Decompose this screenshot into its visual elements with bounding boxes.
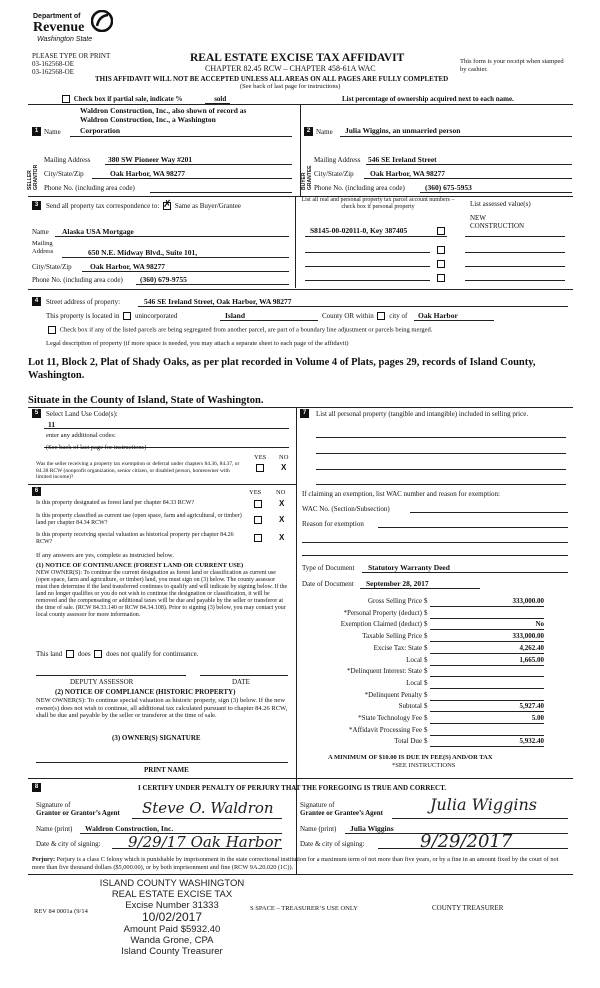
buyer-phone-label: Phone No. (including area code) — [314, 184, 405, 192]
state-label: Washington State — [37, 36, 93, 43]
stamp-line-7: Island County Treasurer — [121, 946, 223, 957]
tax-row-currency: $ — [424, 608, 428, 617]
wac-label: WAC No. (Section/Subsection) — [302, 505, 390, 513]
minimum-note: A MINIMUM OF $10.00 IS DUE IN FEE(S) AND/OR TAX — [328, 754, 493, 761]
exemption-question: Was the seller receiving a property tax exemption or deferral under chapters 84.36, 84.37, or 84.38 RCW (nonprofit organization, senior citizen, or disabled person, homeowner with limited income)? — [36, 461, 240, 480]
county-treasurer-label: COUNTY TREASURER — [432, 904, 504, 912]
tax-row-label: Exemption Claimed (deduct) — [340, 620, 422, 629]
s6-yes-header: YES — [249, 489, 262, 496]
tax-row-label: *Personal Property (deduct) — [343, 608, 422, 617]
tax-row-label: Gross Selling Price — [367, 597, 422, 605]
seller-city-label: City/State/Zip — [44, 170, 84, 178]
mortgage-city-label: City/State/Zip — [32, 263, 72, 271]
section-6-badge: 6 — [32, 487, 41, 496]
stamp-line-2: REAL ESTATE EXCISE TAX — [111, 889, 233, 900]
buyer-name-label: Name — [316, 128, 333, 136]
grantee-signature: Julia Wiggins — [430, 795, 537, 814]
grantor-date-city: 9/29/17 Oak Harbor — [128, 833, 281, 851]
current-use-answer: X — [279, 515, 285, 524]
land-use-label: Select Land Use Code(s): — [46, 410, 118, 418]
tax-row — [312, 656, 544, 666]
notice1-body: NEW OWNER(S): To continue the current designation as forest land or classification as current use (open space, farm and agriculture, or timber) land, you must sign on (3) below. The county assessor must then determine if the land transferred continues to qualify and will indicate by signing below. If the land no longer qualifies or you do not wish to continue the designation or classification, it will be removed and the compensating or additional taxes will be due and payable by the seller or transferor at the time of sale. (RCW 84.33.140 or RCW 84.34.108). Prior to signing (3) below, you may contact your local county assessor for more information. — [36, 570, 288, 618]
tax-row-currency: $ — [424, 667, 428, 676]
historic-answer: X — [279, 533, 285, 542]
grantee-sig-label-1: Signature of — [300, 801, 335, 809]
deputy-assessor-label: DEPUTY ASSESSOR — [70, 678, 134, 686]
notice1-title: (1) NOTICE OF CONTINUANCE (FOREST LAND OR CURRENT USE) — [36, 562, 244, 569]
tax-row-currency: $ — [424, 655, 428, 664]
seller-address[interactable]: 380 SW Pioneer Way #201 — [108, 155, 193, 164]
s6-no-header: NO — [276, 489, 286, 496]
tax-row-currency: $ — [424, 737, 428, 746]
historic-question: Is this property receiving special valuation as historical property per chapter 84.26 RCW? — [36, 532, 234, 545]
mortgage-name[interactable]: Alaska USA Mortgage — [62, 227, 134, 236]
form-code-2: 03-162568-OE — [32, 68, 74, 76]
tax-row-label: Subtotal — [398, 702, 422, 711]
seller-name-line3: Corporation — [80, 126, 120, 135]
grantee-date-label: Date & city of signing: — [300, 840, 365, 848]
tax-row-label: Local — [406, 655, 422, 664]
tax-row — [312, 620, 544, 630]
tax-row-currency: $ — [424, 597, 428, 605]
certify-statement: I CERTIFY UNDER PENALTY OF PERJURY THAT THE FOREGOING IS TRUE AND CORRECT. — [138, 784, 447, 792]
tax-row — [312, 632, 544, 642]
assessed-value[interactable]: NEW CONSTRUCTION — [470, 214, 525, 230]
tax-row — [312, 597, 544, 607]
legal-line-2: Washington. — [28, 370, 85, 381]
tax-row-label: *Delinquent Interest: State — [346, 667, 422, 676]
seller-phone-label: Phone No. (including area code) — [44, 184, 135, 192]
seller-name-line1: Waldron Construction, Inc., also shown of record as — [80, 106, 247, 115]
mortgage-name-label: Name — [32, 228, 49, 236]
doc-type[interactable]: Statutory Warranty Deed — [368, 563, 450, 572]
partial-sale-checkbox[interactable] — [62, 95, 70, 103]
section-2-badge: 2 — [304, 127, 313, 136]
tax-row-label: *Affidavit Processing Fee — [349, 725, 422, 734]
buyer-name[interactable]: Julia Wiggins, an unmarried person — [345, 126, 461, 135]
form-subtitle: CHAPTER 82.45 RCW – CHAPTER 458-61A WAC — [205, 64, 376, 73]
parcel-personal-checkbox-3[interactable] — [437, 260, 445, 268]
property-city[interactable]: Oak Harbor — [418, 311, 458, 320]
tax-row — [312, 726, 544, 736]
unincorporated-checkbox[interactable] — [123, 312, 131, 320]
legal-label: Legal description of property (if more space is needed, you may attach a separate sheet to each page of the affidavit) — [46, 340, 349, 347]
print-note: PLEASE TYPE OR PRINT — [32, 52, 111, 60]
dept-label: Department of — [33, 13, 81, 20]
parcel-personal-checkbox-2[interactable] — [437, 246, 445, 254]
tax-row-currency: $ — [424, 714, 428, 722]
forest-question: Is this property designated as forest land per chapter 84.33 RCW? — [36, 500, 195, 506]
tax-row-currency: $ — [424, 678, 428, 687]
section-5-badge: 5 — [32, 409, 41, 418]
historic-yes-checkbox[interactable] — [254, 534, 262, 542]
additional-codes-label: enter any additional codes: — [46, 432, 116, 439]
tax-row-currency: $ — [424, 702, 428, 711]
continuance-row: This land does does not qualify for continuance. — [36, 650, 199, 658]
tax-row-value[interactable]: 5,932.40 — [519, 737, 544, 746]
tax-row-label: *State Technology Fee — [358, 714, 422, 722]
seller-name-line2: Waldron Construction, Inc., a Washington — [80, 115, 216, 124]
mailing-address-label: Mailing Address — [32, 240, 54, 255]
grantee-name-label: Name (print) — [300, 825, 337, 833]
assessor-date-label: DATE — [232, 678, 250, 686]
forest-answer: X — [279, 499, 285, 508]
grantee-printed-name[interactable]: Julia Wiggins — [350, 824, 394, 833]
county-or-within: County OR within city of — [322, 312, 408, 320]
tax-row-value[interactable]: 5.00 — [531, 714, 544, 722]
segregated-checkbox[interactable] — [48, 326, 56, 334]
stamp-line-6: Wanda Grone, CPA — [130, 935, 214, 946]
within-city-checkbox[interactable] — [377, 312, 385, 320]
tax-row-label: Excise Tax: State — [373, 643, 422, 652]
parcel-personal-checkbox-1[interactable] — [437, 227, 445, 235]
tax-row-label: Local — [406, 678, 422, 687]
stamp-line-3: Excise Number 31333 — [125, 900, 219, 911]
section-7-badge: 7 — [300, 409, 309, 418]
tax-row — [312, 667, 544, 677]
buyer-city[interactable]: Oak Harbor, WA 98277 — [370, 169, 446, 178]
exemption-label: If claiming an exemption, list WAC number and reason for exemption: — [302, 490, 500, 498]
see-back: (See back of last page for instructions) — [240, 83, 341, 90]
tax-row — [312, 714, 544, 724]
buyer-address-label: Mailing Address — [314, 156, 361, 164]
legal-line-1: Lot 11, Block 2, Plat of Shady Oaks, as per plat recorded in Volume 4 of Plats, pages 29, records of Island County, — [28, 357, 536, 368]
buyer-city-label: City/State/Zip — [314, 170, 354, 178]
grantor-signature: Steve O. Waldron — [142, 799, 274, 817]
parcel-number[interactable]: S8145-00-02011-0, Key 387405 — [310, 226, 408, 235]
tax-row-currency: $ — [424, 632, 428, 641]
tax-row-label: *Delinquent Penalty — [364, 690, 422, 699]
land-does-checkbox[interactable] — [66, 650, 74, 658]
if-yes-note: If any answers are yes, complete as instructed below. — [36, 552, 174, 559]
tax-row — [312, 679, 544, 689]
owner-signature-label: (3) OWNER(S) SIGNATURE — [112, 734, 201, 742]
see-instructions: *SEE INSTRUCTIONS — [392, 762, 456, 769]
treasurer-stamp — [82, 878, 262, 957]
seller-side-label: SELLER GRANTOR — [27, 164, 39, 190]
grantor-sig-label-2: Grantor or Grantor’s Agent — [36, 809, 120, 817]
assessed-header: List assessed value(s) — [470, 200, 531, 208]
property-county[interactable]: Island — [225, 311, 246, 320]
parcel-header: List all real and personal property tax parcel account numbers – check box if personal property — [301, 197, 455, 210]
stamp-line-5: Amount Paid $5932.40 — [123, 924, 221, 935]
mortgage-phone[interactable]: (360) 679-9755 — [140, 275, 187, 284]
doc-date-label: Date of Document — [302, 580, 354, 588]
tax-row-currency: $ — [424, 690, 428, 699]
grantee-date-city: 9/29/2017 — [420, 831, 513, 852]
partial-sale: Check box if partial sale, indicate % sold — [60, 95, 226, 103]
property-street[interactable]: 546 SE Ireland Street, Oak Harbor, WA 98277 — [144, 297, 292, 306]
revenue-logo — [33, 12, 123, 52]
buyer-address[interactable]: 546 SE Ireland Street — [368, 155, 437, 164]
grantor-printed-name[interactable]: Waldron Construction, Inc. — [85, 824, 174, 833]
rev-code: REV 84 0001a (9/14 — [34, 908, 88, 915]
land-does-not-checkbox[interactable] — [94, 650, 102, 658]
section-1-badge: 1 — [32, 127, 41, 136]
buyer-phone[interactable]: (360) 675-5953 — [425, 183, 472, 192]
tax-row — [312, 702, 544, 712]
stamp-line-1: ISLAND COUNTY WASHINGTON — [99, 878, 245, 889]
seller-name-label: Name — [44, 128, 61, 136]
s5-answer: X — [281, 463, 287, 472]
land-use-see-back: (See back of last page for instructions) — [46, 444, 147, 451]
seller-address-label: Mailing Address — [44, 156, 91, 164]
tax-row — [312, 609, 544, 619]
section-4-badge: 4 — [32, 297, 41, 306]
segregated-row: Check box if any of the listed parcels are being segregated from another parcel, are part of a boundary line adjustment or parcels being merged. — [46, 326, 432, 334]
grantor-sig-label-1: Signature of — [36, 801, 71, 809]
tax-row — [312, 644, 544, 654]
treasurer-space-note: S SPACE – TREASURER’S USE ONLY — [250, 905, 358, 912]
tax-row-value[interactable]: 333,000.00 — [512, 632, 544, 641]
s5-yes-checkbox[interactable] — [256, 464, 264, 472]
current-use-question: Is this property classified as current use (open space, farm and agricultural, or timber) land per chapter 84.34 RCW? — [36, 513, 242, 526]
tax-row-value[interactable]: 333,000.00 — [512, 597, 544, 605]
tax-row — [312, 691, 544, 701]
forest-yes-checkbox[interactable] — [254, 500, 262, 508]
current-use-yes-checkbox[interactable] — [254, 516, 262, 524]
stamp-line-4: 10/02/2017 — [141, 910, 203, 924]
buyer-side-label: BUYER GRANTEE — [301, 165, 313, 190]
mortgage-address[interactable]: 650 N.E. Midway Blvd., Suite 101, — [88, 248, 198, 257]
receipt-note: This form is your receipt when stamped by cashier. — [460, 58, 564, 73]
land-use-code[interactable]: 11 — [48, 420, 56, 429]
doc-type-label: Type of Document — [302, 564, 355, 572]
tax-row-currency: $ — [424, 643, 428, 652]
notice2-body: NEW OWNER(S): To continue special valuation as historic property, sign (3) below. If the new owner(s) does not wish to continue, all additional tax calculated pursuant to chapter 84.26 RCW, shall be due and payable by the seller or transferor at the time of sale. — [36, 697, 288, 719]
seller-city[interactable]: Oak Harbor, WA 98277 — [110, 169, 186, 178]
tax-row-label: Taxable Selling Price — [362, 632, 422, 641]
tax-row-value[interactable]: No — [535, 620, 544, 629]
tax-row-value[interactable]: 4,262.40 — [519, 643, 544, 652]
logo-swoosh-icon — [91, 10, 113, 32]
mortgage-phone-label: Phone No. (including area code) — [32, 276, 123, 284]
perjury-text: Perjury: Perjury is a class C felony which is punishable by imprisonment in the state correctional institution for a maximum term of not more than five years, or by a fine in an amount fixed by the court of not more than five thousand dollars ($5,000.00), or by both imprisonment and fine (RCW 9A.20.020 (1C)). — [32, 856, 559, 871]
tax-row-label: Total Due — [394, 737, 422, 746]
located-row: This property is located in unincorporated — [46, 312, 178, 320]
s5-no-header: NO — [279, 454, 289, 461]
reason-label: Reason for exemption — [302, 520, 364, 528]
personal-property-label: List all personal property (tangible and intangible) included in selling price. — [316, 410, 529, 418]
section-3-badge: 3 — [32, 201, 41, 210]
form-title: REAL ESTATE EXCISE TAX AFFIDAVIT — [190, 52, 405, 64]
same-as-buyer-checkbox[interactable]: ✗ — [163, 199, 172, 211]
tax-row-currency: $ — [424, 725, 428, 734]
grantor-name-label: Name (print) — [36, 825, 73, 833]
section-8-badge: 8 — [32, 783, 41, 792]
tax-row — [312, 737, 544, 747]
mortgage-city[interactable]: Oak Harbor, WA 98277 — [90, 262, 166, 271]
situate: Situate in the County of Island, State of Washington. — [28, 395, 264, 406]
s5-yes-header: YES — [254, 454, 267, 461]
revenue-wordmark: Revenue — [33, 20, 85, 35]
ownership-note: List percentage of ownership acquired next to each name. — [342, 95, 514, 103]
street-label: Street address of property: — [46, 298, 121, 306]
send-correspondence-label: Send all property tax correspondence to: ✗ Same as Buyer/Grantee — [46, 199, 241, 211]
grantee-sig-label-2: Grantee or Grantee’s Agent — [300, 809, 384, 817]
parcel-personal-checkbox-4[interactable] — [437, 274, 445, 282]
doc-date[interactable]: September 28, 2017 — [366, 579, 429, 588]
print-name-label: PRINT NAME — [144, 766, 189, 774]
form-code-1: 03-162568-OE — [32, 60, 74, 68]
tax-row-currency: $ — [424, 620, 428, 629]
grantor-date-label: Date & city of signing: — [36, 840, 101, 848]
tax-row-value[interactable]: 5,927.40 — [519, 702, 544, 711]
warning-text: THIS AFFIDAVIT WILL NOT BE ACCEPTED UNLESS ALL AREAS ON ALL PAGES ARE FULLY COMPLETED — [95, 75, 449, 83]
notice2-title: (2) NOTICE OF COMPLIANCE (HISTORIC PROPERTY) — [55, 688, 236, 696]
tax-row-value[interactable]: 1,665.00 — [519, 655, 544, 664]
